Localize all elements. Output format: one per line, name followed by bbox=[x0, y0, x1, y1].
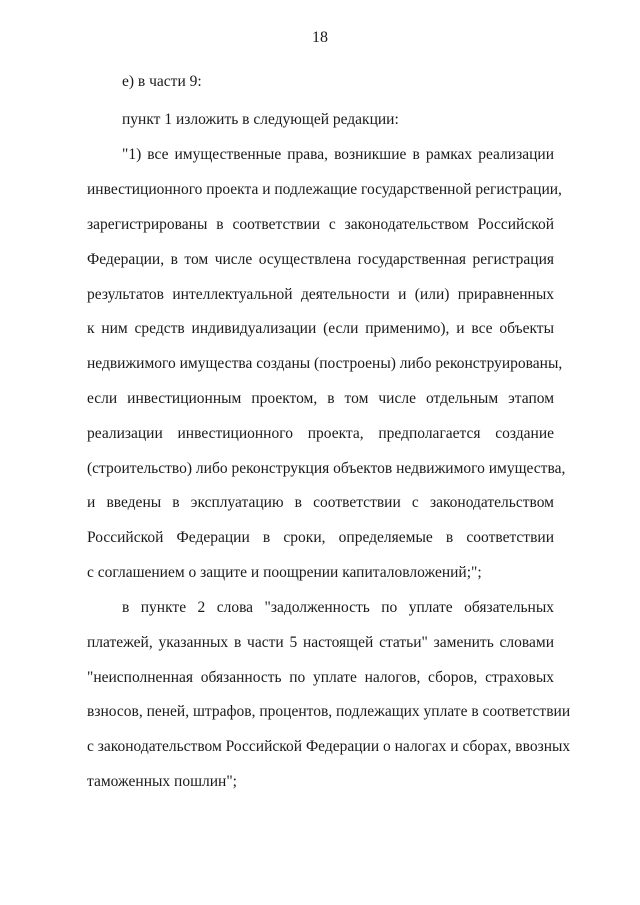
text-line: "неисполненная обязанность по уплате налогов, сборов, страховых bbox=[87, 669, 554, 686]
text-line: если инвестиционным проектом, в том числе отдельным этапом bbox=[87, 390, 554, 407]
page-number: 18 bbox=[312, 29, 328, 46]
text-line: недвижимого имущества созданы (построены) либо реконструированы, bbox=[87, 355, 563, 372]
text-line: в пункте 2 слова "задолженность по уплате обязательных bbox=[122, 599, 554, 616]
text-line: и введены в эксплуатацию в соответствии с законодательством bbox=[87, 494, 554, 511]
text-line: (строительство) либо реконструкция объектов недвижимого имущества, bbox=[87, 460, 566, 477]
text-line: к ним средств индивидуализации (если применимо), и все объекты bbox=[87, 320, 554, 337]
text-line: "1) все имущественные права, возникшие в рамках реализации bbox=[122, 146, 554, 163]
text-line: зарегистрированы в соответствии с законодательством Российской bbox=[87, 216, 554, 233]
text-line: инвестиционного проекта и подлежащие государственной регистрации, bbox=[87, 181, 562, 198]
text-line: Российской Федерации в сроки, определяемые в соответствии bbox=[87, 529, 554, 546]
text-line: результатов интеллектуальной деятельности и (или) приравненных bbox=[87, 286, 554, 303]
text-line: таможенных пошлин"; bbox=[87, 773, 237, 790]
text-line: с законодательством Российской Федерации о налогах и сборах, ввозных bbox=[87, 738, 571, 755]
text-line: платежей, указанных в части 5 настоящей статьи" заменить словами bbox=[87, 634, 554, 651]
text-line: взносов, пеней, штрафов, процентов, подлежащих уплате в соответствии bbox=[87, 703, 571, 720]
subclause-heading: е) в части 9: bbox=[122, 73, 202, 90]
text-line: Федерации, в том числе осуществлена государственная регистрация bbox=[87, 251, 554, 268]
text-line: с соглашением о защите и поощрении капиталовложений;"; bbox=[87, 564, 482, 581]
instruction-line: пункт 1 изложить в следующей редакции: bbox=[122, 111, 399, 128]
text-line: реализации инвестиционного проекта, предполагается создание bbox=[87, 425, 554, 442]
